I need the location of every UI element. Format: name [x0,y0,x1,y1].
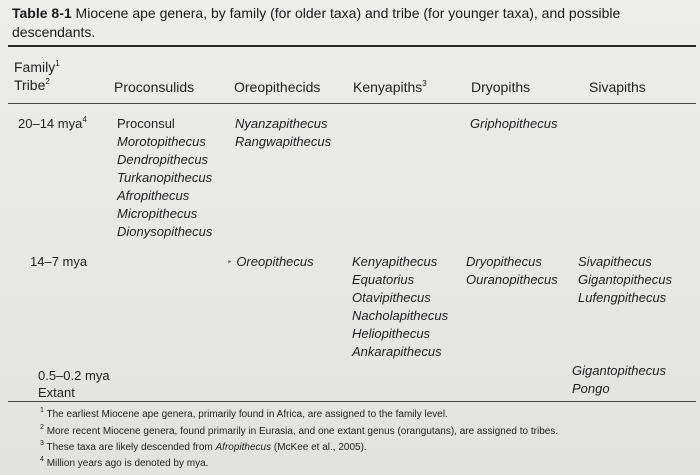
genus-name: Rangwapithecus [235,134,332,149]
period-20-14-sup: 4 [82,115,87,124]
period-0-5-0-2: 0.5–0.2 mya [38,368,110,383]
table-caption [12,4,692,42]
footnote-1 [40,407,448,423]
genus-name: Oreopithecus [236,254,314,269]
genus-name: Kenyapithecus [352,254,438,269]
header-rule [8,103,696,104]
footnote-text: More recent Miocene genera, found primarily in Eurasia, and one extant genus (orangutans), are assigned to tribes. [46,426,559,437]
period-20-14-label: 20–14 mya [18,116,83,131]
col-header-proconsulids: Proconsulids [114,79,195,95]
top-rule [8,45,696,47]
genus-name: Ankarapithecus [352,344,442,359]
period-extant: Extant [38,385,75,400]
genus-name: Dionysopithecus [117,224,213,239]
r2-kenyapiths-list [352,253,448,361]
footnote-3 [40,440,367,456]
genus-name: Ouranopithecus [466,272,558,287]
genus-name: Micropithecus [117,206,198,221]
genus-name: Gigantopithecus [578,272,672,287]
r2-oreopithecids-list [227,253,314,271]
genus-name: Pongo [572,381,610,396]
footnote-4 [40,456,208,472]
genus-name: Sivapithecus [578,254,652,269]
col-header-oreopithecids: Oreopithecids [234,79,321,95]
footnote-text-end: (McKee et al., 2005). [271,442,367,453]
genus-name: Heliopithecus [352,326,431,341]
footnote-number: 4 [40,456,44,463]
kenyapiths-sup: 3 [422,79,427,88]
genus-name: Dendropithecus [117,152,209,167]
genus-name: Griphopithecus [470,116,558,131]
bullet-mark: ‣ [227,257,233,267]
footnote-number: 2 [40,424,44,431]
genus-name: Morotopithecus [117,134,206,149]
genus-name: Lufengpithecus [578,290,667,305]
tribe-header-label: Tribe [14,77,46,93]
genus-name: Dryopithecus [466,254,542,269]
footnote-number: 3 [40,440,44,447]
r2-sivapiths-list [578,253,672,307]
genus-name: Gigantopithecus [572,363,666,378]
tribe-header-sup: 2 [45,77,50,86]
genus-name: Turkanopithecus [117,170,213,185]
r1-dryopiths-list [470,115,557,133]
genus-entry [227,253,314,271]
period-14-7: 14–7 mya [30,254,88,269]
genus-name: Nyanzapithecus [235,116,328,131]
col-header-sivapiths: Sivapiths [589,79,646,95]
r3-sivapiths-list [572,362,666,398]
bottom-rule [8,401,696,402]
table-label: Table 8-1 [12,5,72,21]
col-header-kenyapiths [353,78,427,96]
tribe-header [14,76,50,94]
genus-name: Otavipithecus [352,290,431,305]
col-header-dryopiths: Dryopiths [471,79,531,95]
table-caption-text: Miocene ape genera, by family (for older taxa) and tribe (for younger taxa), and possible descendants. [12,5,621,40]
genus-name: Afropithecus [117,188,190,203]
r1-proconsulids-list [117,115,212,241]
genus-name: Proconsul [117,116,175,131]
footnote-italic: Afropithecus [215,442,272,453]
genus-name: Nacholapithecus [352,308,449,323]
family-header-sup: 1 [55,59,60,68]
r2-dryopiths-list [466,253,558,289]
period-20-14 [18,115,87,133]
footnote-text: These taxa are likely descended from [46,442,216,453]
footnote-text: Million years ago is denoted by mya. [46,458,209,469]
kenyapiths-label: Kenyapiths [353,79,423,95]
footnote-number: 1 [40,407,44,414]
footnote-2 [40,424,558,440]
family-header [14,58,60,76]
genus-name: Equatorius [352,272,415,287]
family-header-label: Family [14,59,56,75]
footnote-text: The earliest Miocene ape genera, primarily found in Africa, are assigned to the family level. [46,409,448,420]
r1-oreopithecids-list [235,115,331,151]
